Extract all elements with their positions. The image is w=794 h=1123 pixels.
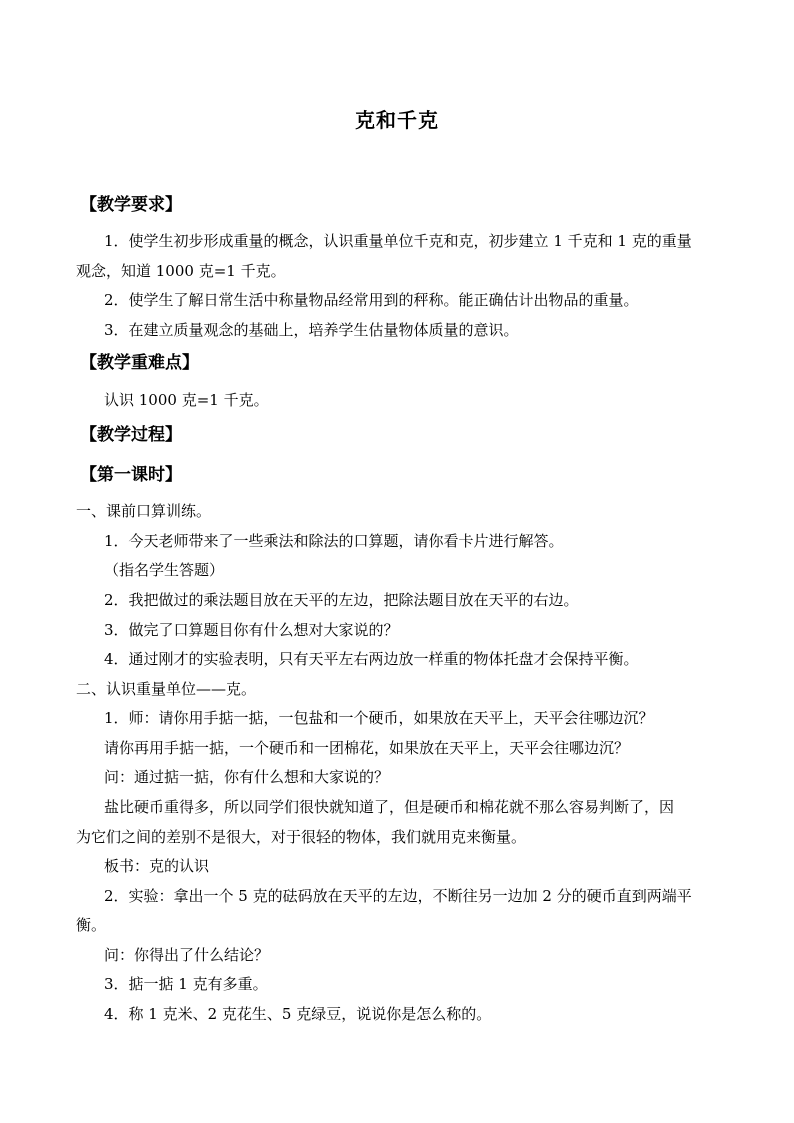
- section-heading-key-points: 【教学重难点】: [80, 353, 199, 373]
- requirement-line: 3．在建立质量观念的基础上，培养学生估量物体质量的意识。: [104, 321, 519, 339]
- document-title: 克和千克: [355, 108, 439, 132]
- key-points-text: 认识 1000 克=1 千克。: [104, 391, 269, 409]
- part2-line: 板书：克的认识: [104, 857, 210, 875]
- part2-line: 2．实验：拿出一个 5 克的砝码放在天平的左边，不断往另一边加 2 分的硬币直到两端平: [104, 887, 692, 905]
- part2-line: 问：你得出了什么结论？: [104, 946, 270, 964]
- part2-line: 4．称 1 克米、2 克花生、5 克绿豆，说说你是怎么称的。: [104, 1005, 492, 1023]
- part1-line: 2．我把做过的乘法题目放在天平的左边，把除法题目放在天平的右边。: [104, 591, 579, 609]
- part2-line: 请你再用手掂一掂，一个硬币和一团棉花，如果放在天平上，天平会往哪边沉？: [104, 739, 630, 757]
- section-heading-lesson1: 【第一课时】: [80, 465, 182, 485]
- part2-line: 盐比硬币重得多，所以同学们很快就知道了，但是硬币和棉花就不那么容易判断了，因: [104, 798, 675, 816]
- part2-line: 问：通过掂一掂，你有什么想和大家说的？: [104, 768, 390, 786]
- part2-line: 1．师：请你用手掂一掂，一包盐和一个硬币，如果放在天平上，天平会往哪边沉？: [104, 709, 654, 727]
- part1-line: 1．今天老师带来了一些乘法和除法的口算题，请你看卡片进行解答。: [104, 532, 564, 550]
- requirement-line: 1．使学生初步形成重量的概念，认识重量单位千克和克，初步建立 1 千克和 1 克的重量: [104, 232, 692, 250]
- part2-title: 二、认识重量单位——克。: [76, 680, 257, 698]
- part2-line: 衡。: [76, 916, 107, 934]
- part1-line: （指名学生答题）: [104, 561, 225, 579]
- part1-line: 3．做完了口算题目你有什么想对大家说的？: [104, 621, 399, 639]
- section-heading-process: 【教学过程】: [80, 425, 182, 445]
- part1-title: 一、课前口算训练。: [76, 502, 212, 520]
- part2-line: 为它们之间的差别不是很大，对于很轻的物体，我们就用克来衡量。: [76, 828, 527, 846]
- requirement-line: 观念，知道 1000 克=1 千克。: [76, 262, 286, 280]
- part2-line: 3．掂一掂 1 克有多重。: [104, 975, 268, 993]
- section-heading-requirements: 【教学要求】: [80, 195, 182, 215]
- requirement-line: 2．使学生了解日常生活中称量物品经常用到的秤称。能正确估计出物品的重量。: [104, 291, 639, 309]
- part1-line: 4．通过刚才的实验表明，只有天平左右两边放一样重的物体托盘才会保持平衡。: [104, 650, 639, 668]
